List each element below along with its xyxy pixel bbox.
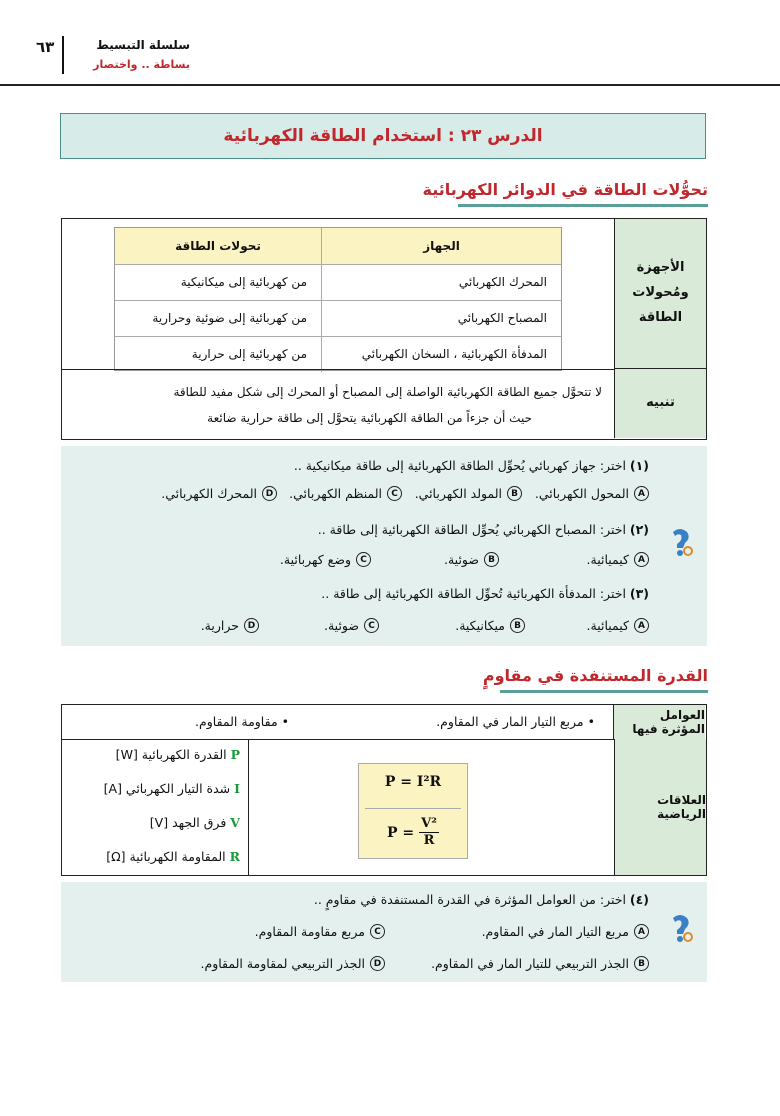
formula-power-voltage — [359, 816, 467, 849]
legend-text: المقاومة الكهربائية [Ω] — [106, 849, 226, 864]
option-text: مربع مقاومة المقاوم. — [254, 924, 365, 939]
factors-label: العوامل المؤثرة فيها — [613, 705, 705, 739]
devices-label: الأجهزة ومُحولات الطاقة — [614, 219, 706, 369]
table-row — [115, 264, 561, 301]
option-text: ضوئية. — [444, 552, 479, 567]
question-text: اختر: المدفأة الكهربائية تُحوِّل الطاقة الكهربائية إلى طاقة .. — [321, 586, 626, 601]
option-2a[interactable] — [587, 552, 649, 567]
legend-text: القدرة الكهربائية [W] — [115, 747, 227, 762]
note-text — [72, 379, 602, 431]
option-text: حرارية. — [200, 618, 239, 633]
section-heading-energy-conversions: تحوُّلات الطاقة في الدوائر الكهربائية — [422, 180, 708, 199]
option-letter-b: B — [634, 956, 649, 971]
factor-2-text: مقاومة المقاوم. — [195, 714, 278, 729]
question-number: (٣) — [629, 586, 649, 601]
question-3 — [321, 586, 649, 601]
question-text: اختر: من العوامل المؤثرة في القدرة المستنفدة في مقاومٍ .. — [313, 892, 626, 907]
legend-item — [116, 747, 240, 762]
header-rule — [0, 84, 780, 86]
option-text: المحول الكهربائي. — [534, 486, 629, 501]
option-letter-c: C — [387, 486, 402, 501]
energy-conversion-table — [61, 218, 707, 440]
question-2 — [318, 522, 649, 537]
questions-panel-2 — [61, 882, 707, 982]
option-letter-d: D — [244, 618, 259, 633]
question-number: (٤) — [629, 892, 649, 907]
question-text: اختر: المصباح الكهربائي يُحوِّل الطاقة الكهربائية إلى طاقة .. — [317, 522, 626, 537]
option-text: المولد الكهربائي. — [414, 486, 502, 501]
header-divider — [62, 36, 64, 74]
formula-numerator: V² — [421, 816, 437, 831]
option-1d[interactable] — [161, 486, 277, 501]
option-text: الجذر التربيعي لمقاومة المقاوم. — [200, 956, 365, 971]
note-line-2: حيث أن جزءاً من الطاقة الكهربائية يتحوَّل إلى طاقة حرارية ضائعة — [207, 411, 532, 425]
option-1b[interactable] — [415, 486, 522, 501]
option-3b[interactable] — [455, 618, 525, 633]
symbol-legend — [62, 739, 249, 875]
page-header — [0, 0, 780, 86]
math-label: العلاقات الرياضية — [614, 739, 706, 875]
option-4b[interactable] — [431, 956, 649, 971]
thinking-head-icon — [665, 912, 695, 946]
formula-power-current: P = I²R — [384, 774, 442, 790]
device-cell: المدفأة الكهربائية ، السخان الكهربائي — [321, 336, 561, 372]
devices-table-header — [115, 228, 561, 265]
section-underline — [458, 204, 708, 207]
option-letter-b: B — [510, 618, 525, 633]
option-letter-d: D — [370, 956, 385, 971]
option-letter-a: A — [634, 924, 649, 939]
option-text: ميكانيكية. — [455, 618, 505, 633]
question-4 — [314, 892, 649, 907]
option-text: ضوئية. — [324, 618, 359, 633]
series-name: سلسلة التبسيط — [96, 38, 190, 52]
option-3a[interactable] — [587, 618, 649, 633]
note-label: تنبيه — [614, 369, 706, 438]
option-letter-a: A — [634, 552, 649, 567]
formula-lhs: P = — [387, 824, 415, 841]
question-1 — [294, 458, 649, 473]
formula-box — [358, 763, 468, 859]
device-cell: المصباح الكهربائي — [321, 300, 561, 336]
option-letter-a: A — [634, 618, 649, 633]
formula-denominator: R — [423, 833, 435, 848]
factors-row — [62, 705, 705, 740]
series-slogan: بساطة .. واختصار — [93, 58, 190, 71]
option-text: المنظم الكهربائي. — [289, 486, 382, 501]
option-4d[interactable] — [200, 956, 385, 971]
device-cell: المحرك الكهربائي — [321, 264, 561, 300]
question-number: (٢) — [629, 522, 649, 537]
row-divider — [62, 369, 614, 370]
conversion-cell: من كهربائية إلى ضوئية وحرارية — [152, 311, 307, 325]
power-table — [61, 704, 707, 876]
legend-text: فرق الجهد [V] — [149, 815, 227, 830]
conversion-cell: من كهربائية إلى حرارية — [191, 347, 307, 361]
factor-2: • مقاومة المقاوم. — [195, 714, 289, 729]
note-line-1: لا تتحوَّل جميع الطاقة الكهربائية الواصلة إلى المصباح أو المحرك إلى شكل مفيد للطاقة — [173, 385, 602, 399]
table-row — [115, 300, 561, 337]
option-text: الجذر التربيعي للتيار المار في المقاوم. — [431, 956, 629, 971]
factor-1-text: مربع التيار المار في المقاوم. — [436, 714, 584, 729]
legend-symbol: V — [230, 815, 240, 830]
option-letter-b: B — [507, 486, 522, 501]
table-row — [115, 336, 561, 372]
conversion-cell: من كهربائية إلى ميكانيكية — [180, 275, 307, 289]
option-letter-c: C — [356, 552, 371, 567]
legend-item — [150, 815, 240, 830]
option-1c[interactable] — [289, 486, 402, 501]
legend-text: شدة التيار الكهربائي [A] — [103, 781, 231, 796]
section-underline — [500, 690, 708, 693]
legend-symbol: R — [229, 849, 240, 864]
thinking-head-icon — [665, 526, 695, 560]
option-letter-a: A — [634, 486, 649, 501]
option-letter-b: B — [484, 552, 499, 567]
option-2c[interactable] — [280, 552, 371, 567]
devices-table — [114, 227, 562, 371]
page-number: ٦٣ — [36, 38, 55, 56]
lesson-title: الدرس ٢٣ : استخدام الطاقة الكهربائية — [60, 113, 706, 159]
option-3c[interactable] — [324, 618, 379, 633]
questions-panel-1 — [61, 446, 707, 646]
option-text: وضع كهربائية. — [279, 552, 351, 567]
question-text: اختر: جهاز كهربائي يُحوِّل الطاقة الكهربائية إلى طاقة ميكانيكية .. — [293, 458, 626, 473]
section-heading-power-dissipated: القدرة المستنفدة في مقاومٍ — [482, 666, 708, 685]
option-letter-d: D — [262, 486, 277, 501]
legend-item — [104, 781, 240, 796]
option-letter-c: C — [370, 924, 385, 939]
formula-divider — [365, 808, 461, 809]
header-conversion: تحولات الطاقة — [175, 239, 261, 253]
legend-symbol: I — [234, 781, 240, 796]
header-device: الجهاز — [321, 228, 561, 264]
option-4c[interactable] — [255, 924, 385, 939]
option-letter-c: C — [364, 618, 379, 633]
option-2b[interactable] — [444, 552, 499, 567]
option-text: كيميائية. — [586, 618, 629, 633]
option-3d[interactable] — [201, 618, 259, 633]
factor-1: • مربع التيار المار في المقاوم. — [436, 714, 595, 729]
option-text: كيميائية. — [586, 552, 629, 567]
option-text: المحرك الكهربائي. — [161, 486, 257, 501]
question-number: (١) — [629, 458, 649, 473]
option-4a[interactable] — [482, 924, 649, 939]
legend-symbol: P — [230, 747, 240, 762]
legend-item — [106, 849, 240, 864]
option-1a[interactable] — [535, 486, 649, 501]
option-text: مربع التيار المار في المقاوم. — [481, 924, 629, 939]
